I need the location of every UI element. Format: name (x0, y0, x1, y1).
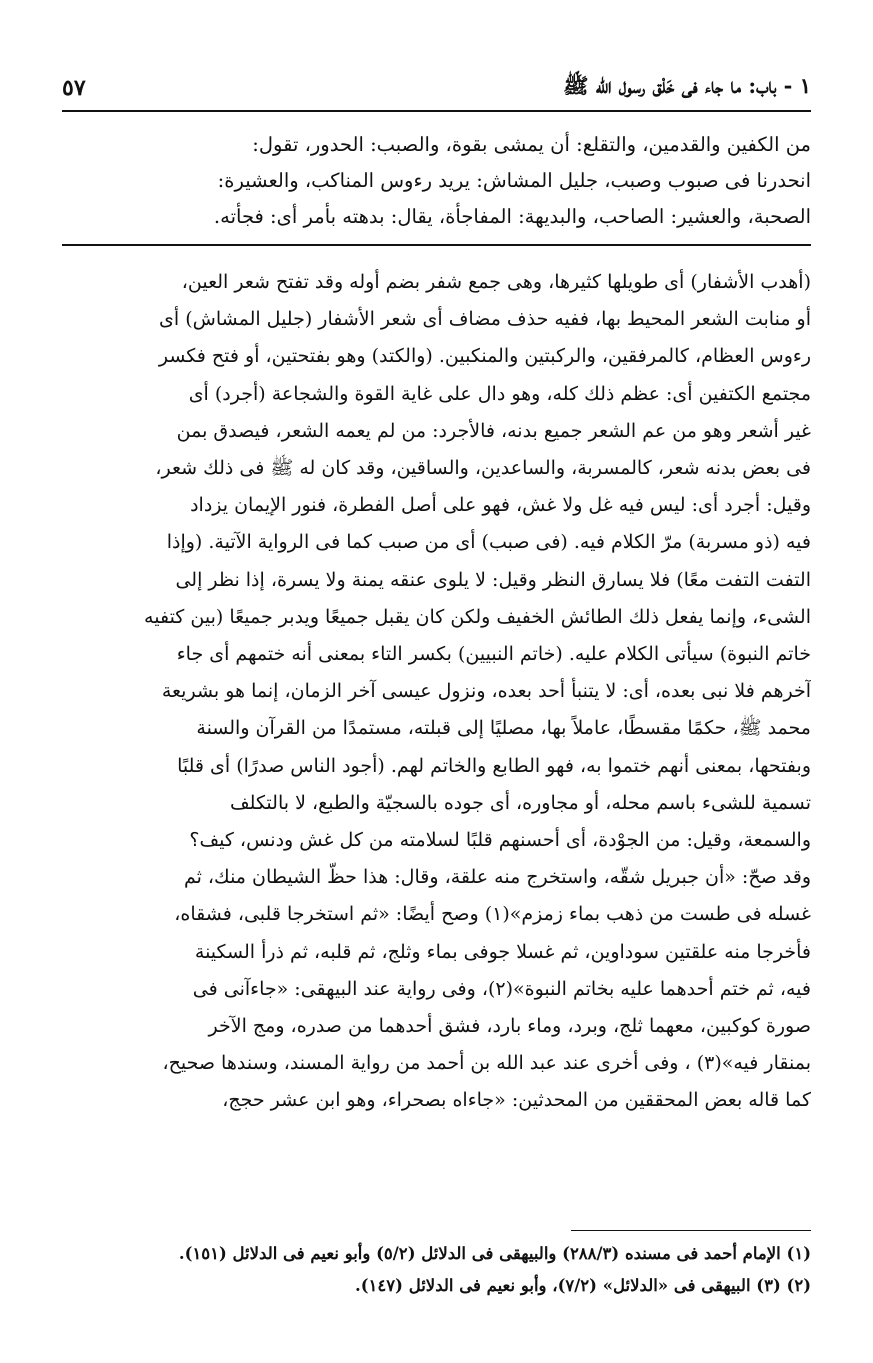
text-line: من الكفين والقدمين، والتقلع: أن يمشى بقوة، والصبب: الحدور، تقول: (252, 133, 811, 156)
text-line: صورة كوكبين، معهما ثلج، وبرد، وماء بارد، فشق أحدهما من صدره، ومج الآخر (208, 1015, 811, 1038)
text-line: (أهدب الأشفار) أى طويلها كثيرها، وهى جمع شفر بضم أوله وقد تفتح شعر العين، (181, 271, 811, 293)
text-line: الصحبة، والعشير: الصاحب، والبديهة: المفاجأة، يقال: بدهته بأمر أى: فجأته. (213, 205, 811, 228)
quoted-text (62, 127, 811, 235)
text-line: وقيل: أجرد أى: ليس فيه غل ولا غش، فهو على أصل الفطرة، فنور الإيمان يزداد (190, 494, 811, 517)
text-line: بمنقار فيه»(٣) ، وفى أخرى عند عبد الله بن أحمد من رواية المسند، وسندها صحيح، (162, 1052, 811, 1075)
text-line: الشىء، وإنما يفعل ذلك الطائش الخفيف ولكن كان يقبل جميعًا ويدبر جميعًا (بين كتفيه (144, 605, 811, 628)
footnote-divider (571, 1230, 811, 1231)
text-line: غير أشعر وهو من عم الشعر جميع بدنه، فالأجرد: من لم يعمه الشعر، فيصدق بمن (176, 419, 811, 442)
running-title: ١ - باب: ما جاء فى خَلْق رسول الله ﷺ (563, 72, 811, 98)
text-line: خاتم النبوة) سيأتى الكلام عليه. (خاتم النبيين) بكسر التاء بمعنى أنه ختمهم أى جاء (176, 643, 811, 666)
footnote: (٢) (٣) البيهقى فى «الدلائل» (٧/٢)، وأبو نعيم فى الدلائل (١٤٧). (354, 1276, 811, 1295)
text-line: غسله فى طست من ذهب بماء زمزم»(١) وصح أيضًا: «ثم استخرجا قلبى، فشقاه، (174, 903, 811, 926)
text-line: رءوس العظام، كالمرفقين، والركبتين والمنكبين. (والكتد) وهو بفتحتين، أو فتح فكسر (158, 345, 811, 368)
text-line: وقد صحّ: «أن جبريل شقّه، واستخرج منه علقة، وقال: هذا حظّ الشيطان منك، ثم (183, 866, 811, 889)
footnotes (62, 1238, 811, 1302)
text-line: والسمعة، وقيل: من الجوْدة، أى أحسنهم قلبًا لسلامته من كل غش ودنس، كيف؟ (189, 829, 811, 852)
commentary-text (62, 264, 811, 1120)
text-line: فى بعض بدنه شعر، كالمسربة، والساعدين، والساقين، وقد كان له ﷺ فى ذلك شعر، (155, 457, 811, 480)
text-line: آخرهم فلا نبى بعده، أى: لا يتنبأ أحد بعده، ونزول عيسى آخر الزمان، إنما هو بشريعة (161, 680, 811, 703)
text-line: كما قاله بعض المحققين من المحدثين: «جاءاه بصحراء، وهو ابن عشر حجج، (222, 1089, 811, 1112)
text-line: انحدرنا فى صبوب وصبب، جليل المشاش: يريد رءوس المناكب، والعشيرة: (217, 169, 811, 192)
footnote: (١) الإمام أحمد فى مسنده (٢٨٨/٣) والبيهقى فى الدلائل (٥/٢) وأبو نعيم فى الدلائل (١٥١). (178, 1244, 811, 1263)
text-line: وبفتحها، بمعنى أنهم ختموا به، فهو الطابع والخاتم لهم. (أجود الناس صدرًا) أى قلبًا (177, 754, 811, 777)
text-line: فيه، ثم ختم أحدهما عليه بخاتم النبوة»(٢)، وفى رواية عند البيهقى: «جاءآنى فى (192, 977, 811, 1000)
page-number: ٥٧ (62, 75, 86, 101)
text-line: محمد ﷺ، حكمًا مقسطًا، عاملاً بها، مصليًا إلى قبلته، مستمدًا من القرآن والسنة (196, 717, 811, 740)
text-line: أو منابت الشعر المحيط بها، ففيه حذف مضاف أى شعر الأشفار (جليل المشاش) أى (159, 308, 811, 331)
text-line: تسمية للشىء باسم محله، أو مجاوره، أى جوده بالسجيّة والطبع، لا بالتكلف (229, 791, 811, 814)
text-line: التفت التفت معًا) فلا يسارق النظر وقيل: لا يلوى عنقه يمنة ولا يسرة، إذا نظر إلى (175, 568, 811, 591)
text-line: فأخرجا منه علقتين سوداوين، ثم غسلا جوفى بماء وثلج، ثم قلبه، ثم ذرأ السكينة (194, 940, 811, 963)
text-line: مجتمع الكتفين أى: عظم ذلك كله، وهو دال على غاية القوة والشجاعة (أجرد) أى (188, 382, 811, 405)
text-line: فيه (ذو مسربة) مرّ الكلام فيه. (فى صبب) أى من صبب كما فى الرواية الآتية. (وإذا (166, 531, 811, 554)
page-header (62, 66, 811, 112)
section-divider (62, 244, 811, 246)
